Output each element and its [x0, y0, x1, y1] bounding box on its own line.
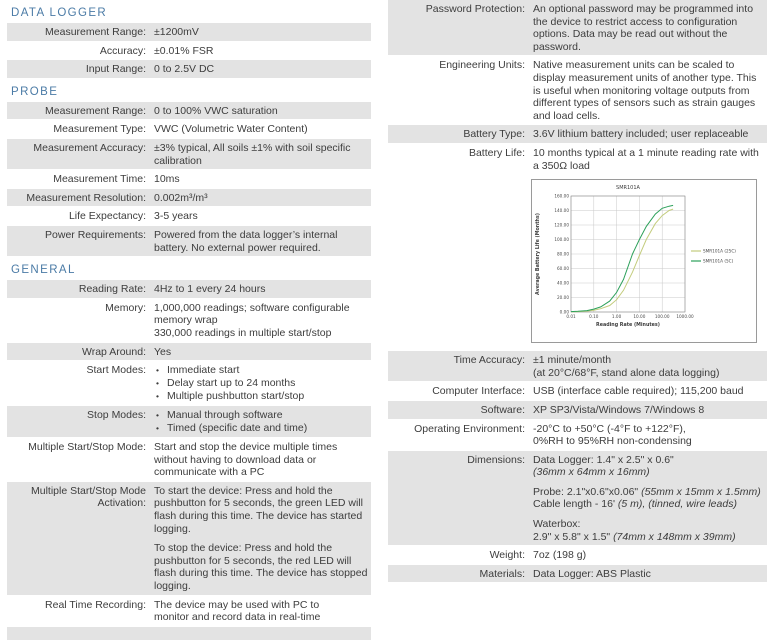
svg-text:140.00: 140.00	[554, 208, 569, 214]
value-text: Yes	[154, 345, 172, 358]
value-line	[154, 63, 368, 76]
spec-row	[7, 189, 371, 207]
value-text: 10 months typical at a 1 minute reading rate with a 350Ω load	[533, 146, 759, 172]
value-block	[533, 454, 764, 479]
value-line	[154, 173, 368, 186]
bullet-line	[154, 422, 368, 435]
spec-value	[533, 423, 767, 448]
value-block	[154, 229, 368, 254]
spec-label: Software:	[480, 403, 525, 416]
value-block	[154, 441, 368, 479]
spec-label: Computer Interface:	[432, 385, 525, 398]
value-line	[533, 568, 764, 581]
right-column	[388, 0, 767, 583]
value-text: Data Logger: ABS Plastic	[533, 567, 651, 580]
value-line	[154, 45, 368, 58]
spec-row	[7, 42, 371, 60]
value-text: 4Hz to 1 every 24 hours	[154, 283, 266, 296]
svg-text:Reading Rate (Minutes): Reading Rate (Minutes)	[596, 323, 660, 329]
value-block	[533, 549, 764, 562]
spec-label: Measurement Range:	[45, 104, 146, 117]
spec-label: Life Expectancy:	[68, 210, 146, 223]
spec-row	[388, 565, 767, 583]
spec-row	[388, 144, 767, 174]
next-row-stub	[7, 627, 371, 640]
value-line	[533, 385, 764, 398]
value-text: Data Logger: 1.4" x 2.5" x 0.6"	[533, 453, 674, 466]
value-block	[154, 105, 368, 118]
bullet-line	[154, 364, 368, 377]
spec-label: Battery Type:	[463, 128, 525, 141]
spec-row	[7, 139, 371, 169]
spec-value	[154, 441, 371, 479]
spec-value	[533, 147, 767, 172]
spec-label: Real Time Recording:	[45, 598, 146, 611]
spec-row	[7, 120, 371, 138]
svg-text:20.00: 20.00	[557, 295, 569, 301]
value-text: 1,000,000 readings; software configurable memory wrap	[154, 301, 350, 327]
bullet-text: Delay start up to 24 months	[167, 377, 296, 390]
bullet-line	[154, 390, 368, 403]
value-text: USB (interface cable required); 115,200 baud	[533, 385, 744, 398]
bullet-text: Immediate start	[167, 364, 240, 377]
value-line	[154, 485, 368, 535]
value-text: Start and stop the device multiple times without having to download data or communicate with a PC	[154, 441, 338, 479]
spec-label: Accuracy:	[99, 44, 146, 57]
spec-value	[154, 346, 371, 359]
value-text: Native measurement units can be scaled to display measurement units of another type. This is useful when monitoring voltage outputs from different types of sensors such as strain gauges and load cells.	[533, 59, 757, 122]
value-line	[533, 404, 764, 417]
svg-text:0.00: 0.00	[559, 309, 569, 315]
value-line	[533, 59, 764, 122]
spec-value	[154, 364, 371, 403]
spec-row	[7, 23, 371, 41]
value-block	[154, 409, 368, 435]
bullet-icon: •	[156, 410, 159, 421]
spec-row	[388, 401, 767, 419]
value-line	[533, 466, 764, 479]
spec-label: Time Accuracy:	[453, 354, 525, 367]
spec-label: Weight:	[489, 549, 525, 562]
value-line	[533, 435, 764, 448]
spec-row	[7, 361, 371, 405]
value-text: 3.6V lithium battery included; user replaceable	[533, 128, 749, 141]
spec-label: Multiple Start/Stop Mode Activation:	[31, 484, 146, 510]
spec-label: Battery Life:	[468, 146, 525, 159]
value-block	[154, 192, 368, 205]
value-block	[154, 346, 368, 359]
spec-label: Reading Rate:	[78, 283, 146, 296]
value-text: (55mm x 15mm x 1.5mm)	[641, 485, 761, 498]
spec-label: Password Protection:	[425, 3, 525, 15]
spec-value	[154, 229, 371, 254]
bullet-icon: •	[156, 423, 159, 434]
spec-value	[154, 142, 371, 167]
svg-text:SMR101A (5C): SMR101A (5C)	[703, 258, 734, 264]
value-line	[533, 518, 764, 531]
value-block	[533, 147, 764, 172]
svg-text:100.00: 100.00	[554, 237, 569, 243]
value-block	[154, 283, 368, 296]
value-block	[154, 599, 368, 624]
value-text: 3-5 years	[154, 210, 198, 223]
value-block	[154, 485, 368, 535]
section-heading: PROBE	[11, 85, 59, 98]
spec-label: Input Range:	[85, 63, 146, 76]
value-block	[154, 26, 368, 39]
value-line	[533, 423, 764, 436]
value-block	[533, 128, 764, 141]
value-block	[154, 210, 368, 223]
spec-row	[7, 343, 371, 361]
value-text: An optional password may be programmed into the device to restrict access to configuration options. Data may be read out without the password.	[533, 3, 754, 53]
spec-value	[154, 599, 371, 624]
spec-row	[388, 451, 767, 546]
left-column	[7, 0, 371, 641]
value-text: 0 to 2.5V DC	[154, 63, 215, 76]
value-line	[533, 486, 764, 499]
spec-value	[533, 549, 767, 562]
svg-text:100.00: 100.00	[654, 314, 670, 320]
value-text: Cable length - 16'	[533, 498, 618, 511]
value-block	[154, 63, 368, 76]
svg-text:1.00: 1.00	[611, 314, 622, 320]
value-line	[154, 327, 368, 340]
spec-value	[154, 26, 371, 39]
spec-label: Measurement Range:	[45, 26, 146, 38]
spec-value	[154, 302, 371, 340]
value-text: 0 to 100% VWC saturation	[154, 104, 278, 117]
spec-row	[388, 56, 767, 124]
spec-value	[533, 59, 767, 122]
spec-label: Stop Modes:	[87, 409, 146, 422]
value-text: (74mm x 148mm x 39mm)	[613, 530, 736, 543]
svg-text:SMR101A (25C): SMR101A (25C)	[703, 248, 736, 254]
spec-value	[533, 3, 767, 53]
bullet-icon: •	[156, 391, 159, 402]
value-line	[154, 26, 368, 39]
spec-row	[7, 280, 371, 298]
spec-value	[154, 63, 371, 76]
value-block	[154, 542, 368, 592]
value-text: ±1200mV	[154, 26, 199, 38]
value-block	[154, 173, 368, 186]
value-line	[154, 599, 368, 612]
value-text: Probe: 2.1"x0.6"x0.06"	[533, 485, 642, 498]
spec-row	[388, 420, 767, 450]
spec-value	[154, 283, 371, 296]
spec-value	[154, 105, 371, 118]
value-line	[154, 123, 368, 136]
value-line	[154, 229, 368, 254]
svg-text:0.10: 0.10	[589, 314, 599, 320]
spec-row	[7, 170, 371, 188]
value-text: 7oz (198 g)	[533, 549, 587, 562]
svg-text:160.00: 160.00	[554, 193, 569, 199]
value-line	[154, 142, 368, 167]
spec-value	[154, 173, 371, 186]
svg-text:10.00: 10.00	[633, 314, 646, 320]
value-line	[533, 498, 764, 511]
battery-life-chart-svg	[531, 179, 757, 343]
value-block	[154, 45, 368, 58]
spec-label: Operating Environment:	[414, 422, 525, 435]
spec-label: Measurement Accuracy:	[33, 141, 146, 154]
spec-label: Multiple Start/Stop Mode:	[28, 441, 146, 454]
value-block	[154, 123, 368, 136]
spec-row	[7, 438, 371, 481]
spec-label: Materials:	[479, 567, 525, 580]
value-line	[533, 367, 764, 380]
value-line	[154, 302, 368, 327]
spec-row	[388, 0, 767, 55]
value-text: ±1 minute/month	[533, 354, 612, 367]
spec-value	[154, 409, 371, 435]
value-line	[533, 354, 764, 367]
spec-label: Dimensions:	[467, 453, 525, 466]
svg-text:40.00: 40.00	[557, 280, 569, 286]
spec-row	[7, 102, 371, 120]
spec-value	[533, 128, 767, 141]
spec-row	[7, 226, 371, 256]
bullet-line	[154, 409, 368, 422]
value-line	[154, 611, 368, 624]
value-text: (36mm x 64mm x 16mm)	[533, 466, 650, 479]
spec-value	[533, 454, 767, 544]
value-line	[533, 549, 764, 562]
value-text: To stop the device: Press and hold the pushbutton for 5 seconds, the red LED will flash during this time. The device has stopped logging.	[154, 542, 368, 593]
value-block	[154, 142, 368, 167]
spec-value	[154, 485, 371, 593]
spec-value	[154, 45, 371, 58]
spec-value	[533, 568, 767, 581]
value-text: 0.002m³/m³	[154, 191, 208, 204]
spec-row	[388, 351, 767, 381]
spec-label: Power Requirements:	[45, 228, 146, 241]
value-text: VWC (Volumetric Water Content)	[154, 123, 308, 136]
spec-row	[388, 125, 767, 143]
battery-life-chart	[531, 179, 757, 343]
value-text: 2.9" x 5.8" x 1.5"	[533, 530, 614, 543]
value-block	[533, 385, 764, 398]
spec-row	[7, 299, 371, 342]
value-line	[154, 283, 368, 296]
value-line	[533, 3, 764, 53]
section-heading: DATA LOGGER	[11, 7, 108, 19]
spec-value	[154, 192, 371, 205]
value-text: To start the device: Press and hold the pushbutton for 5 seconds, the green LED will flash during this time. The device has started logging.	[154, 484, 363, 535]
bullet-icon: •	[156, 378, 159, 389]
value-line	[533, 147, 764, 172]
value-block	[533, 568, 764, 581]
value-line	[154, 105, 368, 118]
spec-value	[533, 404, 767, 417]
value-text: XP SP3/Vista/Windows 7/Windows 8	[533, 403, 705, 416]
value-text: ±3% typical, All soils ±1% with soil specific calibration	[154, 141, 351, 167]
value-line	[533, 128, 764, 141]
svg-text:80.00: 80.00	[557, 251, 569, 257]
value-text: The device may be used with PC to	[154, 598, 320, 611]
spec-row	[7, 482, 371, 595]
value-text: -20°C to +50°C (-4°F to +122°F),	[533, 422, 686, 435]
value-text: Powered from the data logger’s internal battery. No external power required.	[154, 228, 338, 254]
spec-value	[154, 123, 371, 136]
value-text: 330,000 readings in multiple start/stop	[154, 326, 332, 339]
value-block	[154, 302, 368, 340]
spec-row	[388, 546, 767, 564]
value-block	[154, 364, 368, 403]
value-text: (at 20°C/68°F, stand alone data logging)	[533, 366, 720, 379]
value-text: (5 m), (tinned, wire leads)	[617, 498, 737, 511]
value-block	[533, 518, 764, 543]
value-block	[533, 404, 764, 417]
spec-label: Measurement Time:	[53, 173, 146, 186]
bullet-line	[154, 377, 368, 390]
spec-label: Measurement Resolution:	[26, 191, 146, 204]
svg-text:60.00: 60.00	[557, 266, 569, 272]
bullet-text: Multiple pushbutton start/stop	[167, 390, 305, 403]
value-block	[533, 59, 764, 122]
spec-row	[7, 207, 371, 225]
spec-value	[533, 354, 767, 379]
spec-value	[154, 210, 371, 223]
value-line	[154, 542, 368, 592]
bullet-text: Timed (specific date and time)	[167, 422, 308, 435]
svg-text:1000.00: 1000.00	[676, 314, 694, 320]
spec-row	[388, 382, 767, 400]
section-heading: GENERAL	[11, 264, 76, 277]
value-block	[533, 3, 764, 53]
spec-label: Measurement Type:	[53, 123, 146, 136]
value-block	[533, 486, 764, 511]
spec-row	[7, 60, 371, 78]
value-block	[533, 423, 764, 448]
bullet-icon: •	[156, 365, 159, 376]
value-text: monitor and record data in real-time	[154, 611, 321, 624]
svg-text:0.01: 0.01	[566, 314, 576, 320]
spec-label: Engineering Units:	[439, 59, 525, 72]
value-line	[533, 531, 764, 544]
value-block	[533, 354, 764, 379]
spec-row	[7, 596, 371, 626]
spec-label: Memory:	[105, 301, 146, 314]
svg-text:120.00: 120.00	[554, 222, 569, 228]
value-text: 10ms	[154, 173, 180, 186]
spec-value	[533, 385, 767, 398]
value-text: ±0.01% FSR	[154, 44, 214, 57]
spec-row	[7, 406, 371, 437]
value-line	[154, 210, 368, 223]
spec-label: Start Modes:	[86, 364, 146, 377]
svg-text:SMR101A: SMR101A	[616, 185, 640, 192]
bullet-text: Manual through software	[167, 409, 283, 422]
value-text: 0%RH to 95%RH non-condensing	[533, 435, 692, 448]
svg-text:Average Battery Life (Months): Average Battery Life (Months)	[536, 213, 541, 296]
value-text: Waterbox:	[533, 518, 581, 531]
value-line	[154, 192, 368, 205]
value-line	[154, 346, 368, 359]
value-line	[154, 441, 368, 479]
spec-label: Wrap Around:	[81, 345, 146, 358]
value-line	[533, 454, 764, 467]
